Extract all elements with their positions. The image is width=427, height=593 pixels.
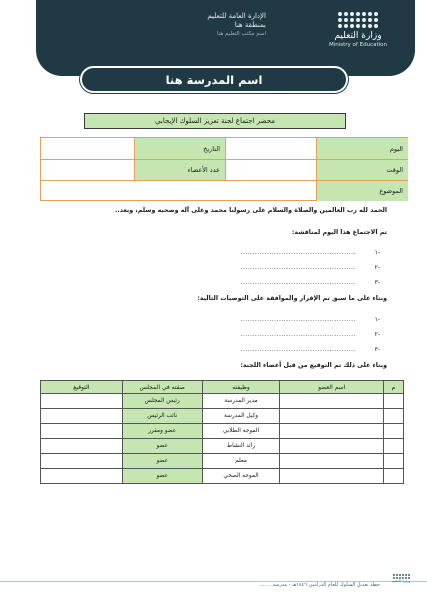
cell-role: نائب الرئيس [122,409,202,424]
footer-logo-text: وزارة التعليم [391,579,411,583]
cell-index[interactable] [384,409,404,424]
col-header-job: وظيفته [202,381,280,394]
cell-job: الموجه الصحي [202,469,280,484]
label-time: الوقت [317,160,408,181]
cell-signature[interactable] [41,394,123,409]
cell-signature[interactable] [41,439,123,454]
field-date[interactable] [41,138,135,160]
col-header-index: م [384,381,404,394]
school-name-banner [80,66,348,93]
table-row [41,454,404,469]
cell-member-name[interactable] [280,424,384,439]
cell-signature[interactable] [41,424,123,439]
table-row [41,409,404,424]
cell-job: وكيل المدرسة [202,409,280,424]
admin-block [166,12,266,39]
discussion-intro: تم الاجتماع هذا اليوم لمناقشة: [291,229,387,236]
label-members-count: عدد الأعضاء [135,160,226,181]
cell-member-name[interactable] [280,409,384,424]
field-subject[interactable] [41,181,317,201]
cell-index[interactable] [384,439,404,454]
cell-role: عضو ومقرر [122,424,202,439]
opening-text: الحمد لله رب العالمين والصلاة والسلام على رسولنا محمد وعلى آله وصحبه وسلم، وبعد.. [114,207,387,214]
recommendations-intro: وبناء على ما سبق تم الإقرار والموافقة على التوصيات التالية: [197,295,387,302]
members-table [40,380,404,484]
cell-index[interactable] [384,469,404,484]
cell-member-name[interactable] [280,469,384,484]
admin-line-1: الإدارة العامة للتعليم [207,12,266,20]
admin-line-2: بمنطقة هنا [234,21,266,29]
cell-job: معلم [202,454,280,469]
form-title: محضر اجتماع لجنة تعزيز السلوك الإيجابي [155,117,275,125]
label-subject: الموضوع [317,181,408,201]
label-day: اليوم [317,138,408,160]
admin-line-3: اسم مكتب التعليم هنا [217,31,266,37]
cell-member-name[interactable] [280,454,384,469]
ministry-emblem-icon [323,12,393,28]
table-row [41,424,404,439]
meeting-info-grid [40,137,408,201]
ministry-name-ar: وزارة التعليم [334,31,382,41]
cell-job: مدير المدرسة [202,394,280,409]
cell-role: عضو [122,469,202,484]
table-row [41,394,404,409]
cell-job: رائد النشاط [202,439,280,454]
form-title-box [84,113,346,129]
ministry-name-en: Ministry of Education [328,42,387,48]
footer-text: خطة تعديل السلوك للعام الدراسي ١٤٤٦هـ - مدرسة ........ [258,582,380,588]
field-members-count[interactable] [41,160,135,181]
cell-member-name[interactable] [280,394,384,409]
school-name: اسم المدرسة هنا [165,72,263,87]
footer-logo [390,574,412,584]
col-header-role: صفته في المجلس [122,381,202,394]
cell-job: الموجه الطلابي [202,424,280,439]
field-time[interactable] [226,160,317,181]
cell-signature[interactable] [41,454,123,469]
field-day[interactable] [226,138,317,160]
cell-index[interactable] [384,454,404,469]
cell-role: عضو [122,454,202,469]
label-date: التاريخ [135,138,226,160]
cell-role: رئيس المجلس [122,394,202,409]
cell-index[interactable] [384,394,404,409]
cell-signature[interactable] [41,409,123,424]
signing-intro: وبناء على ذلك تم التوقيع من قبل أعضاء اللجنة: [240,362,387,369]
col-header-signature: التوقيع [41,381,123,394]
page-header [36,0,415,76]
col-header-member-name: اسم العضو [280,381,384,394]
table-row [41,439,404,454]
table-header-row [41,381,404,394]
document-page: وزارة التعليم Ministry of Education الإدارة العامة للتعليم بمنطقة هنا اسم مكتب التعليم هنا اسم المدرسة هنا محضر اجتماع لجنة تعزيز السلوك الإيجابي اليوم التاريخ الوقت عدد الأعضاء الموضوع الحمد لله رب العالمين والصلاة والسلام على رسولنا محمد وعلى آله وصحبه وسلم، وبعد.. تم الاجتماع هذا اليوم لمناقشة: -١ ................................................ -٢ ................................................ -٣ ................................................ وبناء على ما سبق تم الإقرار والموافقة على التوصيات التالية: -١ ................................................ -٢ ................................................ -٣ ................................................ وبناء على ذلك تم التوقيع من قبل أعضاء اللجنة: م اسم العضو وظيفته صفته في المجلس التوقيع مدير المدرسة رئيس المجلس وكيل المدرسة نائب الرئيس الموجه الطلابي عضو ومقرر رائد النشاط عضو معلم عضو الموجه الصحي عضو خطة تعديل السلوك للعام الدراسي ١٤٤٦هـ - مدرسة ........ وزارة التعليم [0,0,427,593]
cell-signature[interactable] [41,469,123,484]
table-row [41,469,404,484]
cell-role: عضو [122,439,202,454]
cell-index[interactable] [384,424,404,439]
ministry-logo [323,12,393,49]
cell-member-name[interactable] [280,439,384,454]
